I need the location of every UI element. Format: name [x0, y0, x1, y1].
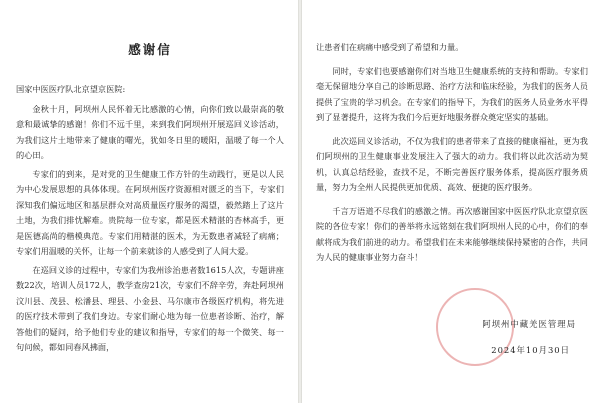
letter-title: 感谢信: [128, 42, 172, 57]
signatory: 阿坝州中藏羌医管理局: [482, 319, 576, 329]
letter-date: 2024年10月30日: [491, 345, 570, 355]
letter-salutation: 国家中医医疗队北京望京医院:: [16, 84, 126, 94]
letter-paragraph: 让患者们在病痛中感受到了希望和力量。: [316, 42, 464, 52]
letter-page-left: [0, 0, 298, 403]
letter-paragraph: 金秋十月，阿坝州人民怀着无比感激的心情，向你们致以最崇高的敬意和最诚挚的感谢！你们不远千里，来到我们阿坝州开展巡回义诊活动，为我们这片土地带来了健康的曙光，犹如冬日里的暖阳，温暖了每一个人的心田。: [16, 103, 284, 160]
letter-paragraph: 此次巡回义诊活动，不仅为我们的患者带来了直接的健康福祉，更为我们阿坝州的卫生健康事业发展注入了强大的动力。我们将以此次活动为契机，认真总结经验，查找不足，不断完善医疗服务体系，提高医疗服务质量，努力为全州人民提供更加优质、高效、便捷的医疗服务。: [316, 135, 588, 192]
signature-block: [426, 310, 576, 400]
letter-page-right: [302, 0, 600, 403]
letter-paragraph: 千言万语道不尽我们的感激之情。再次感谢国家中医医疗队北京望京医院的各位专家！你们的善举将永远铭刻在我们阿坝州人民的心中，你们的奉献将成为我们前进的动力。希望我们在未来能够继续保持紧密的合作，共同为人民的健康事业努力奋斗！: [316, 205, 588, 262]
letter-paragraph: 同时，专家们也要感谢你们对当地卫生健康系统的支持和帮助。专家们毫无保留地分享自己的诊断思路、治疗方法和临床经验，为我们的医务人员提供了宝贵的学习机会。在专家们的指导下，为我们的医务人员业务水平得到了显著提升，这将为我们今后更好地服务群众奠定坚实的基础。: [316, 65, 588, 122]
letter-paragraph: 在巡回义诊的过程中，专家们为我州诊治患者数1615人次，专题讲座数22次，培训人员172人，教学查房21次，专家们不辞辛劳，奔赴阿坝州汶川县、茂县、松潘县、理县、小金县、马尔康市各级医疗机构，将先进的医疗技术带到了我们身边。专家们耐心地为每一位患者诊断、治疗，解答他们的疑问，给予他们专业的建议和指导，专家们的每一个微笑、每一句问候，都如同春风拂面，: [16, 264, 284, 352]
letter-paragraph: 专家们的到来，是对党的卫生健康工作方针的生动践行，更是以人民为中心发展思想的具体体现。在阿坝州医疗资源相对匮乏的当下，专家们深知我们偏远地区和基层群众对高质量医疗服务的渴望，毅然踏上了这片土地，为我们排忧解难。贵院每一位专家，都是医术精湛的杏林高手，更是医德高尚的楷模典范。专家们用精湛的医术，为无数患者减轻了病痛；专家们用温暖的关怀，让每一个前来就诊的人感受到了人间大爱。: [16, 168, 284, 256]
